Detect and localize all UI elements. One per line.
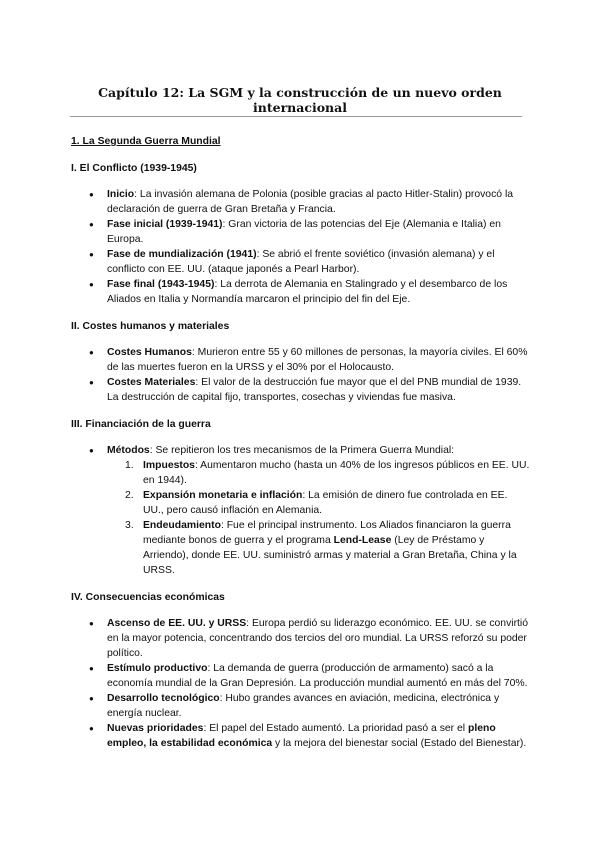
- heading-financiacion: III. Financiación de la guerra: [71, 419, 211, 430]
- item-text: : Gran victoria de las potencias del Eje (Alemania e Italia) en Europa.: [107, 219, 501, 245]
- item-text: : Se abrió el frente soviético (invasión alemana) y el conflicto con EE. UU. (ataque japonés a Pearl Harbor).: [107, 249, 495, 275]
- item-term: Fase de mundialización (1941): [107, 249, 257, 260]
- item-term: Lend-Lease: [333, 535, 392, 546]
- list-item: [107, 375, 531, 405]
- item-term: Nuevas prioridades: [107, 723, 204, 734]
- numbered-item: [125, 518, 531, 578]
- list-item: [107, 277, 531, 307]
- item-term: pleno empleo, la estabilidad económica: [107, 723, 496, 749]
- list-costes: [71, 345, 531, 405]
- item-term: Métodos: [107, 445, 150, 456]
- item-number: 3.: [125, 520, 134, 531]
- list-item: [107, 691, 531, 721]
- item-text: : Aumentaron mucho (hasta un 40% de los ingresos públicos en EE. UU. en 1944).: [143, 460, 530, 486]
- item-text: : La demanda de guerra (producción de armamento) sacó a la economía mundial de la Gran Depresión. La producción mundial aumentó en más del 70%.: [107, 663, 528, 689]
- item-term: Inicio: [107, 189, 135, 200]
- list-item: [107, 721, 531, 751]
- list-item: [107, 187, 531, 217]
- item-text: (Ley de Préstamo y Arriendo), donde EE. UU. suministró armas y material a Gran Bretaña, China y la URSS.: [143, 535, 517, 576]
- item-term: Costes Materiales: [107, 377, 196, 388]
- list-conflicto: [71, 187, 531, 307]
- item-text: : La emisión de dinero fue controlada en EE. UU., pero causó inflación en Alemania.: [143, 490, 508, 516]
- list-item: [107, 616, 531, 661]
- item-text: : El papel del Estado aumentó. La prioridad pasó a ser el: [203, 723, 469, 734]
- item-text: : Hubo grandes avances en aviación, medicina, electrónica y energía nuclear.: [107, 693, 500, 719]
- item-number: 2.: [125, 490, 134, 501]
- item-text: : Murieron entre 55 y 60 millones de personas, la mayoría civiles. El 60% de las muertes fueron en la URSS y el 30% por el Holocausto.: [107, 347, 528, 373]
- chapter-title: Capítulo 12: La SGM y la construcción de un nuevo orden internacional: [98, 85, 502, 115]
- item-text: : Europa perdió su liderazgo económico. EE. UU. se convirtió en la mayor potencia, concentrando dos tercios del oro mundial. La URSS reforzó su poder político.: [107, 618, 529, 659]
- list-item: [107, 661, 531, 691]
- list-consecuencias: [71, 616, 531, 751]
- item-term: Desarrollo tecnológico: [107, 693, 220, 704]
- heading-conflicto: I. El Conflicto (1939-1945): [71, 163, 197, 174]
- document-body: [71, 134, 531, 763]
- item-text: : El valor de la destrucción fue mayor que el del PNB mundial de 1939. La destrucción de capital fijo, transportes, cosechas y viviendas fue masiva.: [107, 377, 522, 403]
- item-term: Fase final (1943-1945): [107, 279, 215, 290]
- item-term: Ascenso de EE. UU. y URSS: [107, 618, 247, 629]
- item-term: Impuestos: [143, 460, 195, 471]
- section-title: 1. La Segunda Guerra Mundial: [71, 136, 221, 147]
- item-term: Fase inicial (1939-1941): [107, 219, 223, 230]
- list-item: [107, 443, 531, 578]
- numbered-item: [125, 488, 531, 518]
- heading-consecuencias: IV. Consecuencias económicas: [71, 592, 225, 603]
- item-term: Endeudamiento: [143, 520, 221, 531]
- item-number: 1.: [125, 460, 134, 471]
- item-text: : Fue el principal instrumento. Los Aliados financiaron la guerra mediante bonos de guerra y el programa: [143, 520, 511, 546]
- list-item: [107, 217, 531, 247]
- title-divider: [70, 116, 522, 117]
- item-text: y la mejora del bienestar social (Estado del Bienestar).: [272, 738, 527, 749]
- item-term: Estímulo productivo: [107, 663, 208, 674]
- list-item: [107, 345, 531, 375]
- item-text: : La derrota de Alemania en Stalingrado y el desembarco de los Aliados en Italia y Normandía marcaron el principio del fin del Eje.: [107, 279, 508, 305]
- numbered-item: [125, 458, 531, 488]
- list-item: [107, 247, 531, 277]
- heading-costes: II. Costes humanos y materiales: [71, 321, 230, 332]
- item-text: : La invasión alemana de Polonia (posible gracias al pacto Hitler-Stalin) provocó la declaración de guerra de Gran Bretaña y Francia.: [107, 189, 514, 215]
- item-term: Expansión monetaria e inflación: [143, 490, 303, 501]
- list-financiacion: [71, 443, 531, 578]
- item-term: Costes Humanos: [107, 347, 192, 358]
- numbered-list: [107, 458, 531, 578]
- item-text: : Se repitieron los tres mecanismos de la Primera Guerra Mundial:: [149, 445, 455, 456]
